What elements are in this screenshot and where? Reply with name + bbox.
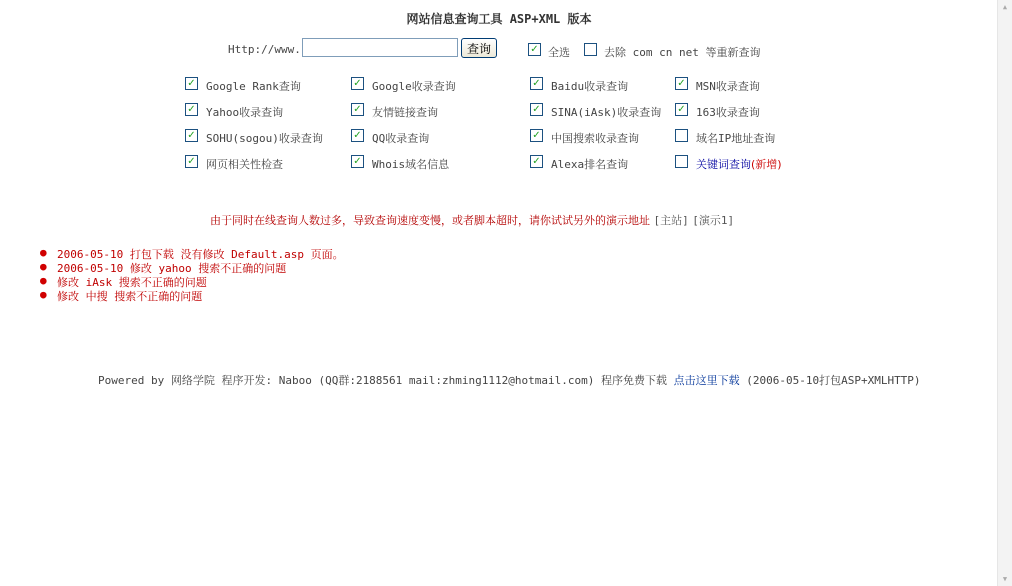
option-friend-links-label: 友情链接查询 [372,106,438,119]
url-label: Http://www. [228,43,301,56]
option-whois-label: Whois域名信息 [372,158,450,171]
option-qq-label: QQ收录查询 [372,132,430,145]
remove-tld-label: 去除 com cn net 等重新查询 [604,46,761,59]
footer-suffix: (2006-05-10打包ASP+XMLHTTP) [746,374,921,387]
option-google-rank-label: Google Rank查询 [206,80,301,93]
option-keyword-checkbox[interactable] [675,155,688,168]
option-keyword-label[interactable]: 关键词查询 [696,158,751,171]
option-sohu-checkbox[interactable]: ✓ [185,129,198,142]
vertical-scrollbar[interactable] [997,0,1012,586]
option-google-index-checkbox[interactable]: ✓ [351,77,364,90]
option-baidu-checkbox[interactable]: ✓ [530,77,543,90]
option-google-index-label: Google收录查询 [372,80,456,93]
bullet-icon: ● [40,246,47,259]
option-google-rank-checkbox[interactable]: ✓ [185,77,198,90]
option-sina-label: SINA(iAsk)收录查询 [551,106,662,119]
scroll-down-icon[interactable]: ▼ [1002,575,1008,583]
option-china-search-checkbox[interactable]: ✓ [530,129,543,142]
list-item: ● 2006-05-10 打包下载 没有修改 Default.asp 页面。 [40,246,344,261]
bullet-icon: ● [40,288,47,301]
option-alexa-checkbox[interactable]: ✓ [530,155,543,168]
option-163-label: 163收录查询 [696,106,760,119]
option-relevance-label: 网页相关性检查 [206,158,283,171]
list-item: ● 修改 中搜 搜索不正确的问题 [40,288,203,303]
notice [210,212,734,228]
list-item: ● 修改 iAsk 搜索不正确的问题 [40,274,207,289]
option-friend-links-checkbox[interactable]: ✓ [351,103,364,116]
remove-tld-checkbox[interactable] [584,43,597,56]
option-keyword-label-group [696,156,782,172]
option-yahoo-checkbox[interactable]: ✓ [185,103,198,116]
option-yahoo-label: Yahoo收录查询 [206,106,284,119]
list-item: ● 2006-05-10 修改 yahoo 搜索不正确的问题 [40,260,287,275]
option-163-checkbox[interactable]: ✓ [675,103,688,116]
link-main-site[interactable]: [主站] [653,214,689,227]
footer [98,372,921,388]
option-sohu-label: SOHU(sogou)收录查询 [206,132,323,145]
link-demo1[interactable]: [演示1] [692,214,735,227]
scroll-up-icon[interactable]: ▲ [1002,3,1008,11]
new-tag: (新增) [751,158,782,171]
bullet-icon: ● [40,274,47,287]
option-qq-checkbox[interactable]: ✓ [351,129,364,142]
option-msn-checkbox[interactable]: ✓ [675,77,688,90]
url-input[interactable] [302,38,458,57]
page-title: 网站信息查询工具 ASP+XML 版本 [406,12,592,26]
select-all-checkbox[interactable]: ✓ [528,43,541,56]
option-baidu-label: Baidu收录查询 [551,80,629,93]
option-relevance-checkbox[interactable]: ✓ [185,155,198,168]
query-button[interactable]: 查询 [461,38,497,58]
option-domain-ip-checkbox[interactable] [675,129,688,142]
option-sina-checkbox[interactable]: ✓ [530,103,543,116]
option-alexa-label: Alexa排名查询 [551,158,629,171]
select-all-label: 全选 [548,46,570,59]
download-link[interactable]: 点击这里下载 [673,374,740,387]
update-list [40,246,344,302]
option-whois-checkbox[interactable]: ✓ [351,155,364,168]
bullet-icon: ● [40,260,47,273]
option-domain-ip-label: 域名IP地址查询 [696,132,776,145]
footer-text: Powered by 网络学院 程序开发: Naboo (QQ群:2188561 mail:zhming1112@hotmail.com) 程序免费下载 [98,374,667,387]
option-china-search-label: 中国搜索收录查询 [551,132,639,145]
option-msn-label: MSN收录查询 [696,80,760,93]
notice-text: 由于同时在线查询人数过多，导致查询速度变慢，或者脚本超时，请你试试另外的演示地址 [210,214,650,227]
